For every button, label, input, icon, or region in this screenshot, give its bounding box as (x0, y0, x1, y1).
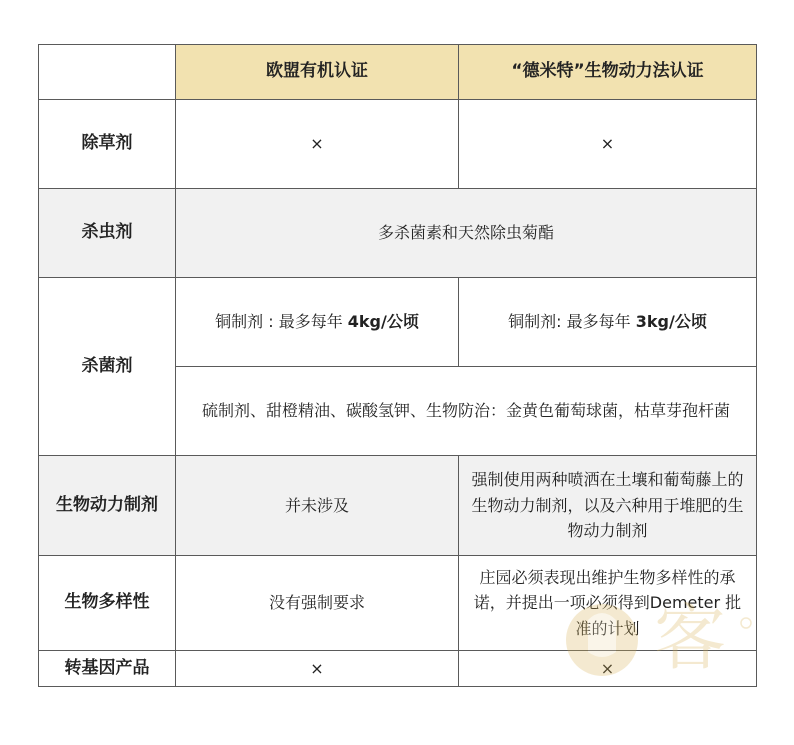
row-label-biodynamic: 生物动力制剂 (39, 456, 176, 556)
row-label-herbicide: 除草剂 (39, 100, 176, 189)
cell-biodiversity-eu: 没有强制要求 (176, 556, 459, 651)
row-label-fungicide: 杀菌剂 (39, 278, 176, 456)
cell-fungicide-eu (176, 278, 459, 367)
cell-biodynamic-demeter: 强制使用两种喷洒在土壤和葡萄藤上的生物动力制剂，以及六种用于堆肥的生物动力制剂 (459, 456, 757, 556)
comparison-table (38, 44, 757, 687)
fungicide-eu-prefix: 铜制剂 : 最多每年 (215, 312, 348, 332)
cell-biodiversity-demeter: 庄园必须表现出维护生物多样性的承诺，并提出一项必须得到Demeter 批准的计划 (459, 556, 757, 651)
cell-insecticide-merged: 多杀菌素和天然除虫菊酯 (176, 189, 757, 278)
fungicide-demeter-prefix: 铜制剂: 最多每年 (508, 312, 636, 332)
row-label-insecticide: 杀虫剂 (39, 189, 176, 278)
corner-cell (39, 45, 176, 100)
cell-biodynamic-eu: 并未涉及 (176, 456, 459, 556)
header-eu-organic: 欧盟有机认证 (176, 45, 459, 100)
fungicide-eu-limit: 4kg/公顷 (347, 312, 419, 332)
row-gmo (39, 651, 757, 687)
cell-gmo-eu: × (176, 651, 459, 687)
row-label-biodiversity: 生物多样性 (39, 556, 176, 651)
cell-fungicide-demeter (459, 278, 757, 367)
row-label-gmo: 转基因产品 (39, 651, 176, 687)
cell-fungicide-merged: 硫制剂、甜橙精油、碳酸氢钾、生物防治：金黄色葡萄球菌，枯草芽孢杆菌 (176, 367, 757, 456)
fungicide-demeter-limit: 3kg/公顷 (635, 312, 707, 332)
cell-gmo-demeter: × (459, 651, 757, 687)
cell-herbicide-eu: × (176, 100, 459, 189)
row-insecticide (39, 189, 757, 278)
header-row (39, 45, 757, 100)
watermark-text: 客 (653, 596, 727, 680)
header-demeter: “德米特”生物动力法认证 (459, 45, 757, 100)
row-fungicide-copper (39, 278, 757, 367)
row-herbicide (39, 100, 757, 189)
cell-herbicide-demeter: × (459, 100, 757, 189)
row-biodiversity (39, 556, 757, 651)
row-biodynamic (39, 456, 757, 556)
